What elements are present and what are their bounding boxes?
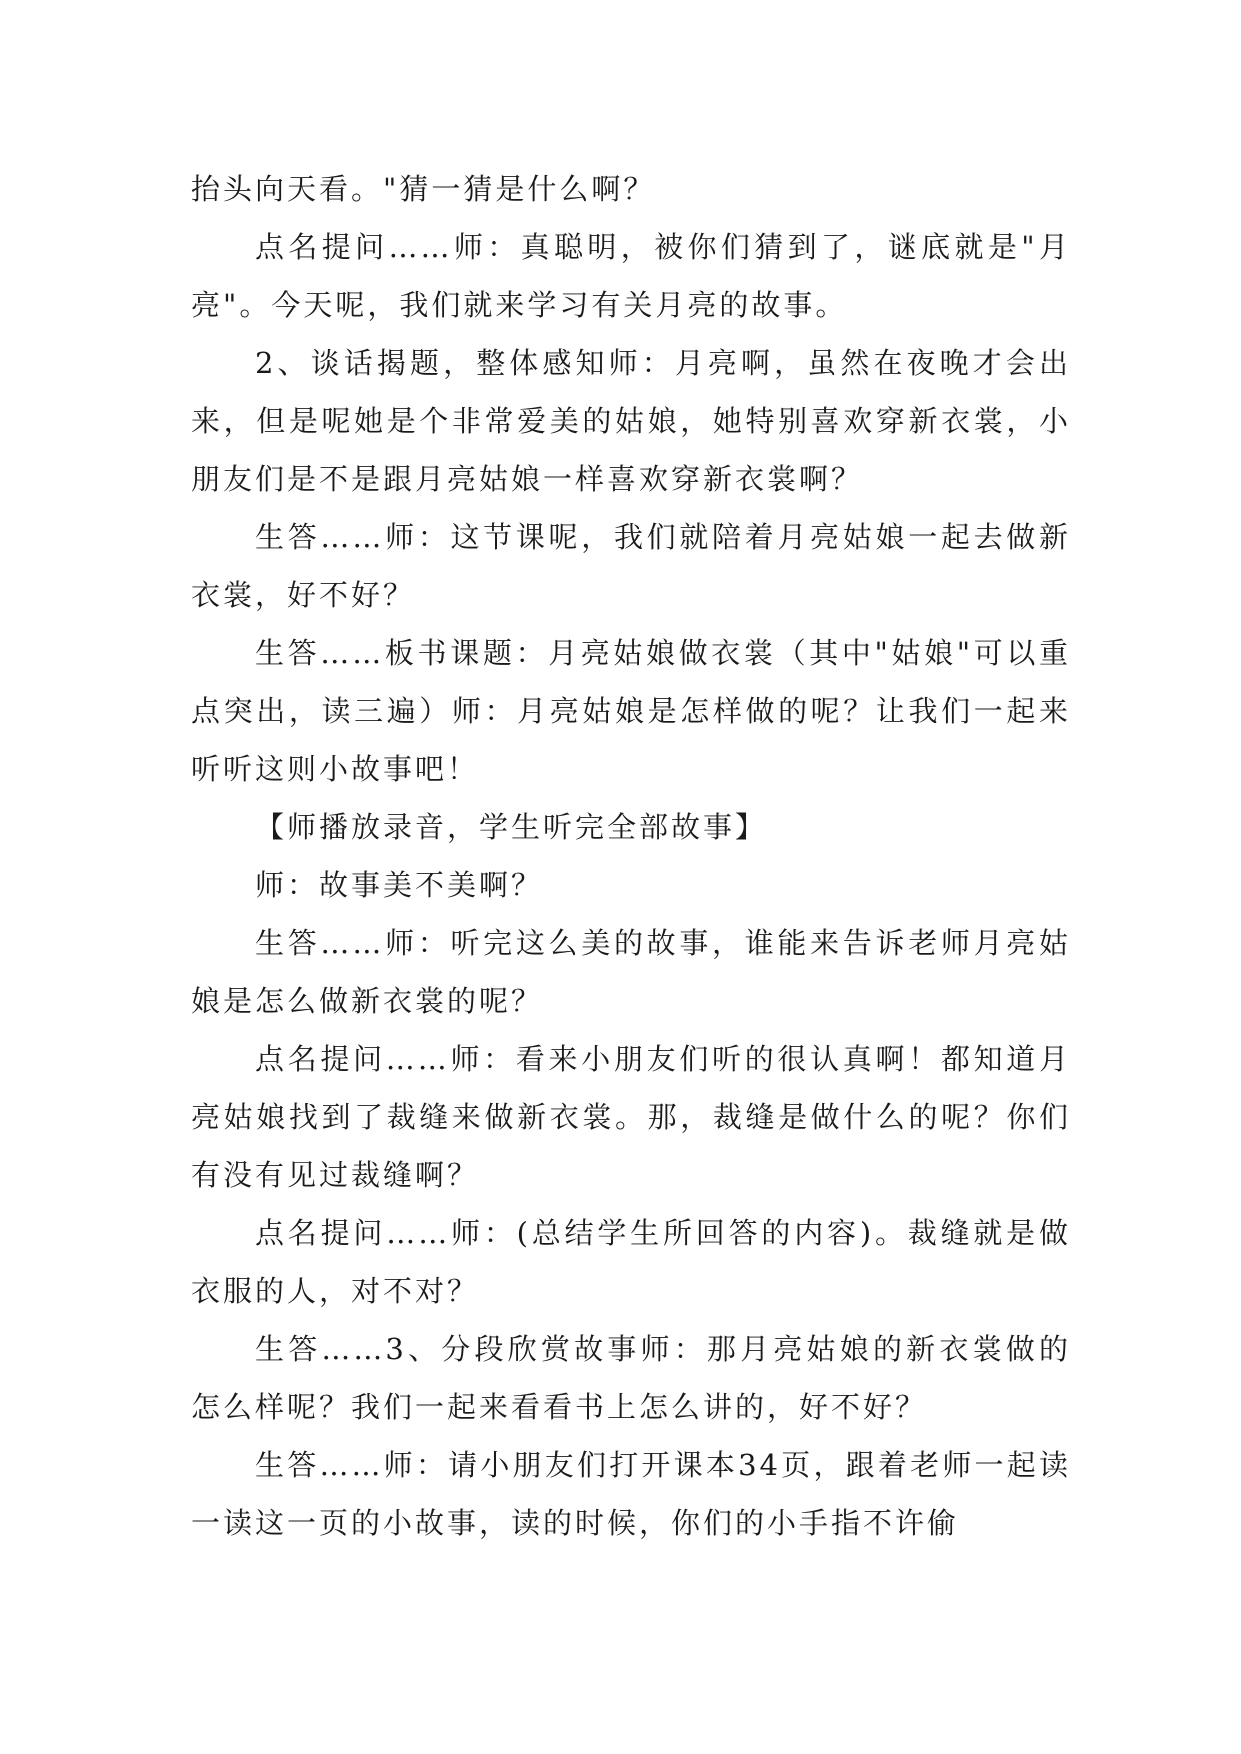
paragraph-6: 【师播放录音，学生听完全部故事】 <box>255 810 768 844</box>
paragraph-2: 点名提问……师：真聪明，被你们猜到了，谜底就是"月亮"。今天呢，我们就来学习有关月亮的故事。 <box>191 230 1071 322</box>
paragraph-3: 2、谈话揭题，整体感知师：月亮啊，虽然在夜晚才会出来，但是呢她是个非常爱美的姑娘，她特别喜欢穿新衣裳，小朋友们是不是跟月亮姑娘一样喜欢穿新衣裳啊？ <box>191 346 1071 496</box>
paragraph-11: 生答……3、分段欣赏故事师：那月亮姑娘的新衣裳做的怎么样呢？我们一起来看看书上怎么讲的，好不好？ <box>191 1332 1071 1424</box>
paragraph-10: 点名提问……师：(总结学生所回答的内容)。裁缝就是做衣服的人，对不对？ <box>191 1216 1071 1308</box>
paragraph-5: 生答……板书课题：月亮姑娘做衣裳（其中"姑娘"可以重点突出，读三遍）师：月亮姑娘是怎样做的呢？让我们一起来听听这则小故事吧！ <box>191 636 1071 786</box>
paragraph-1: 抬头向天看。"猜一猜是什么啊？ <box>191 172 656 206</box>
body-text <box>191 160 1071 1552</box>
paragraph-8: 生答……师：听完这么美的故事，谁能来告诉老师月亮姑娘是怎么做新衣裳的呢？ <box>191 926 1071 1018</box>
paragraph-9: 点名提问……师：看来小朋友们听的很认真啊！都知道月亮姑娘找到了裁缝来做新衣裳。那，裁缝是做什么的呢？你们有没有见过裁缝啊？ <box>191 1042 1071 1192</box>
paragraph-12: 生答……师：请小朋友们打开课本34页，跟着老师一起读一读这一页的小故事，读的时候，你们的小手指不许偷 <box>191 1448 1071 1540</box>
paragraph-4: 生答……师：这节课呢，我们就陪着月亮姑娘一起去做新衣裳，好不好？ <box>191 520 1071 612</box>
paragraph-7: 师：故事美不美啊？ <box>255 868 544 902</box>
